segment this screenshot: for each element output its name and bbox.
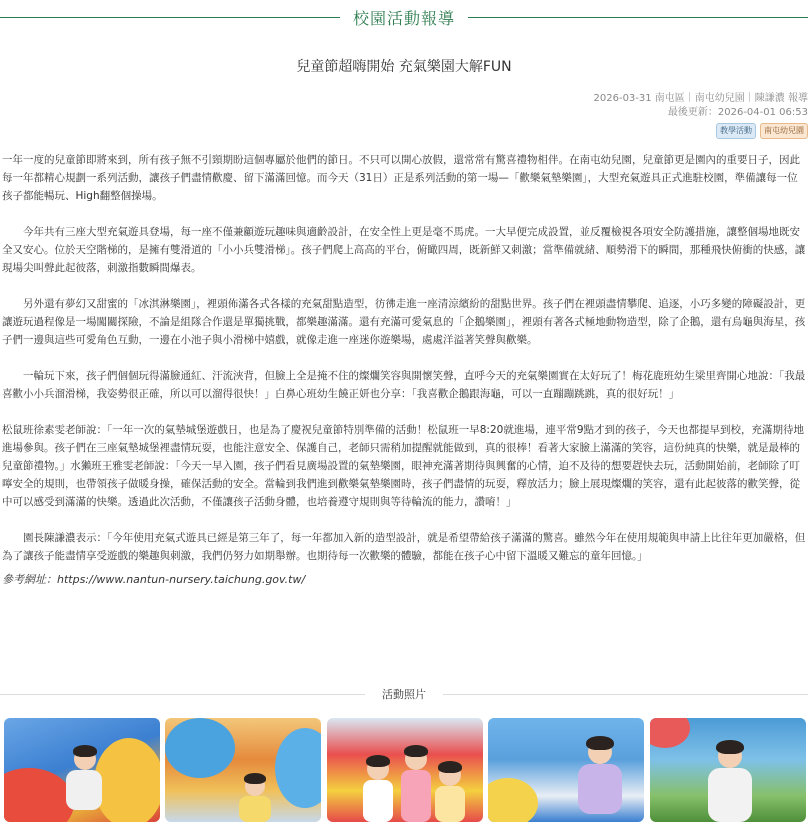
photo-thumbnail-3[interactable] — [327, 718, 483, 822]
paragraph-4: 一輪玩下來，孩子們個個玩得滿臉通紅、汗流浹背，但臉上全是掩不住的燦爛笑容與開懷笑聲，直呼今天的充氣樂園實在太好玩了！梅花鹿班幼生梁里齊開心地說：「我最喜歡小小兵溜滑梯，我姿勢很正確，所以可以溜得很快！」白鼻心班幼生饒正妍也分享：「我喜歡企鵝跟海龜，可以一直蹦蹦跳跳，真的很好玩！」 — [2, 370, 806, 400]
photo-1-child-body — [66, 770, 102, 810]
photos-title: 活動照片 — [382, 688, 426, 701]
photo-1-child-hair — [73, 745, 97, 757]
photo-thumbnail-1[interactable] — [4, 718, 160, 822]
photos-header — [0, 685, 808, 703]
photo-2-child-body — [239, 796, 271, 822]
reference-label: 參考網址： — [2, 573, 57, 586]
photo-thumbnail-2[interactable] — [165, 718, 321, 822]
photo-2-child-hair — [244, 773, 266, 784]
section-header — [0, 0, 808, 34]
photo-3-child-1-hair — [366, 755, 390, 767]
header-divider-right — [468, 17, 808, 18]
reference-link[interactable]: https://www.nantun-nursery.taichung.gov.tw/ — [57, 573, 306, 586]
paragraph-6: 園長陳謙濃表示：「今年使用充氣式遊具已經是第三年了，每一年都加入新的造型設計，就是希望帶給孩子滿滿的驚喜。雖然今年在使用規範與申請上比往年更加嚴格，但為了讓孩子能盡情享受遊戲的樂趣與刺激，我們仍努力如期舉辦。也期待每一次歡樂的體驗，都能在孩子心中留下溫暖又難忘的童年回憶。」 — [2, 532, 806, 562]
article-title: 兒童節超嗨開始 充氣樂園大解FUN — [296, 59, 512, 75]
photo-4-child-body — [578, 764, 622, 814]
photo-3-child-1-body — [363, 780, 393, 822]
photo-4-child-hair — [586, 736, 614, 750]
photos-divider-right — [443, 694, 808, 695]
article-meta — [594, 92, 808, 120]
meta-date-author: 2026-03-31 南屯區｜南屯幼兒園｜陳謙濃 報導 — [593, 93, 808, 104]
tag-school-name[interactable]: 南屯幼兒園 — [760, 123, 808, 139]
photo-5-child-body — [708, 768, 752, 822]
header-divider-left — [0, 17, 340, 18]
tag-list — [716, 123, 808, 139]
meta-last-updated: 最後更新：2026-04-01 06:53 — [667, 107, 808, 118]
photo-3-child-3-hair — [438, 761, 462, 773]
photo-3-child-2-body — [401, 770, 431, 822]
paragraph-5: 松鼠班徐素雯老師說：「一年一次的氣墊城堡遊戲日，也是為了慶祝兒童節特別準備的活動！松鼠班一早8:20就進場，連平常9點才到的孩子，今天也都提早到校，充滿期待地進場參與。孩子們在三座氣墊城堡裡盡情玩耍，也能注意安全、保護自己，老師只需稍加提醒就能做到，真的很棒！看著大家臉上滿滿的笑容，這份純真的快樂，就是最棒的兒童節禮物。」水獺班王雅雯老師說：「今天一早入園，孩子們看見廣場設置的氣墊樂園，眼神充滿著期待與興奮的心情，迫不及待的想要趕快去玩，活動開始前，老師除了叮嚀安全的規則，也帶領孩子做暖身操，確保活動的安全。當輪到我們進到歡樂氣墊樂園時，孩子們盡情的玩耍，釋放活力；臉上展現燦爛的笑容，還有此起彼落的歡笑聲，從中可以感受到滿滿的快樂。透過此次活動，不僅讓孩子活動身體，也培養遵守規則與等待輪流的能力，讚唷！」 — [2, 424, 805, 508]
photo-1-inflatable-2 — [94, 738, 160, 822]
photo-2-inflatable — [165, 718, 235, 778]
section-title: 校園活動報導 — [352, 9, 455, 28]
article-body — [2, 151, 808, 607]
paragraph-2: 今年共有三座大型充氣遊具登場，每一座不僅兼顧遊玩趣味與適齡設計，在安全性上更是毫不馬虎。一大早便完成設置，並反覆檢視各項安全防護措施，讓整個場地既安全又安心。位於天空階梯的，是擁有雙滑道的「小小兵雙滑梯」。孩子們爬上高高的平台，俯瞰四周，既新鮮又刺激；當準備就緒、順勢滑下的瞬間，那種飛快俯衝的快感，讓現場尖叫聲此起彼落，刺激指數瞬間爆表。 — [2, 226, 806, 274]
photo-3-child-3-body — [435, 786, 465, 822]
paragraph-3: 另外還有夢幻又甜蜜的「冰淇淋樂園」，裡頭佈滿各式各樣的充氣甜點造型，彷彿走進一座清涼繽紛的甜點世界。孩子們在裡頭盡情攀爬、追逐，小巧多變的障礙設計，更讓遊玩過程像是一場闖關探險，不論是組隊合作還是單獨挑戰，都樂趣滿滿。還有充滿可愛氣息的「企鵝樂園」，裡頭有著各式極地動物造型，除了企鵝，還有烏龜與海星，孩子們一邊與這些可愛角色互動，一邊在小池子與小滑梯中嬉戲，就像走進一座迷你遊樂場，處處洋溢著笑聲與歡樂。 — [2, 298, 806, 346]
photo-thumbnail-5[interactable] — [650, 718, 806, 822]
photos-divider-left — [0, 694, 365, 695]
photo-3-child-2-hair — [404, 745, 428, 757]
photo-5-child-hair — [716, 740, 744, 754]
photo-thumbnail-4[interactable] — [488, 718, 644, 822]
paragraph-1: 一年一度的兒童節即將來到，所有孩子無不引頸期盼這個專屬於他們的節日。不只可以開心放假，還常常有驚喜禮物相伴。在南屯幼兒園，兒童節更是園內的重要日子，因此每一年都精心規劃一系列活動，讓孩子們盡情歡慶、留下滿滿回憶。而今天（31日）正是系列活動的第一場—「歡樂氣墊樂園」，大型充氣遊具正式進駐校園，準備讓每一位孩子都能暢玩、High翻整個操場。 — [2, 154, 800, 202]
tag-teaching-activity[interactable]: 教學活動 — [716, 123, 756, 139]
reference-line — [2, 571, 808, 589]
